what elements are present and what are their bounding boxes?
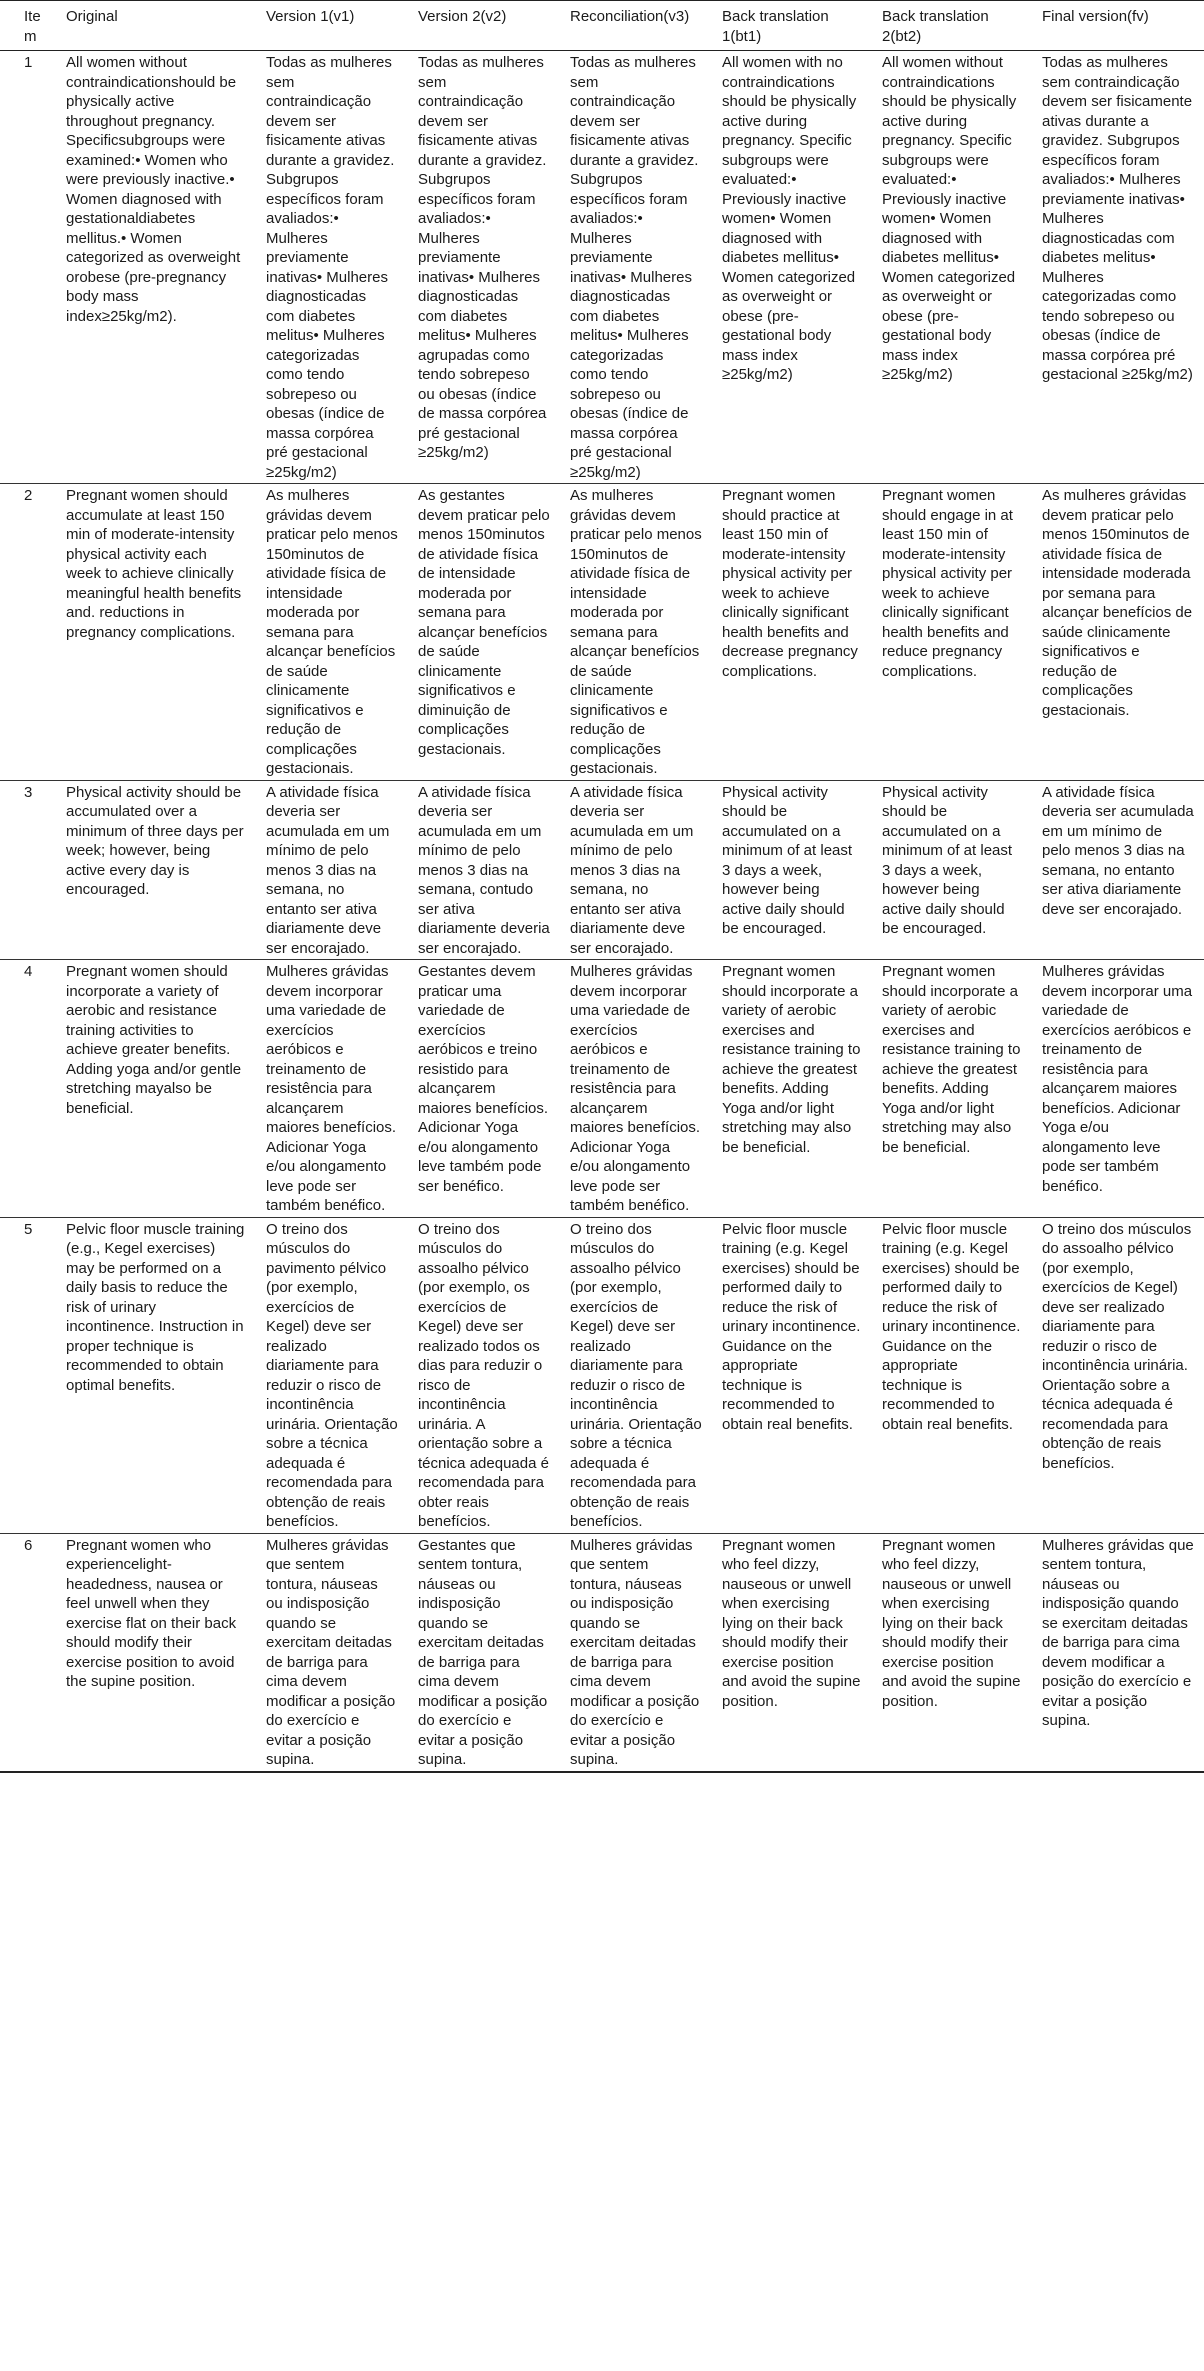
header-item: Item — [0, 1, 56, 51]
cell-version-1: Mulheres grávidas devem incorporar uma variedade de exercícios aeróbicos e treinamento de resistência para alcançarem maiores benefícios. Adicionar Yoga e/ou alongamento leve pode ser também benéfico. — [266, 963, 397, 1214]
header-row — [0, 1, 1204, 51]
cell-original: Physical activity should be accumulated over a minimum of three days per week; however, being active every day is encouraged. — [66, 783, 244, 898]
table-row — [0, 484, 1204, 781]
cell-reconciliation: A atividade física deveria ser acumulada em um mínimo de pelo menos 3 dias na semana, no entanto ser ativa diariamente deve ser encorajado. — [570, 783, 694, 957]
cell-back-translation-2: Pregnant women should incorporate a variety of aerobic exercises and resistance training to achieve the greatest benefits. Adding Yoga and/or light stretching may also be beneficial. — [882, 963, 1021, 1156]
cell-final-version: Todas as mulheres sem contraindicação devem ser fisicamente ativas durante a gravidez. Subgrupos específicos foram avaliados:• Mulheres previamente inativas• Mulheres diagnosticadas com diabetes melitus• Mulheres categorizadas como tendo sobrepeso ou obesas (índice de massa corpórea pré gestacional ≥25kg/m2) — [1042, 54, 1193, 383]
cell-original: Pregnant women should incorporate a variety of aerobic and resistance training activities to achieve greater benefits. Adding yoga and/or gentle stretching mayalso be beneficial. — [66, 963, 242, 1117]
cell-version-1: Mulheres grávidas que sentem tontura, náuseas ou indisposição quando se exercitam deitadas de barriga para cima devem modificar a posição do exercício e evitar a posição supina. — [266, 1536, 396, 1768]
cell-version-1: A atividade física deveria ser acumulada em um mínimo de pelo menos 3 dias na semana, no entanto ser ativa diariamente deve ser encorajado. — [266, 783, 390, 957]
header-final-version: Final version(fv) — [1032, 1, 1204, 51]
cell-original: All women without contraindicationshould be physically active throughout pregnancy. Specificsubgroups were examined:• Women who were previously inactive.• Women diagnosed with gestationaldiabetes mellitus.• Women categorized as overweight orobese (pre-pregnancy body mass index≥25kg/m2). — [66, 54, 241, 325]
cell-original: Pregnant women should accumulate at least 150 min of moderate-intensity physical activity each week to achieve clinically meaningful health benefits and. reductions in pregnancy complications. — [66, 487, 242, 641]
header-back-translation-2: Back translation 2(bt2) — [872, 1, 1032, 51]
cell-back-translation-2: All women without contraindications should be physically active during pregnancy. Specific subgroups were evaluated:• Previously inactive women• Women diagnosed with diabetes mellitus• Women categorized as overweight or obese (pre-gestational body mass index ≥25kg/m2) — [882, 54, 1017, 383]
table-row — [0, 780, 1204, 960]
cell-reconciliation: Mulheres grávidas devem incorporar uma variedade de exercícios aeróbicos e treinamento de resistência para alcançarem maiores benefícios. Adicionar Yoga e/ou alongamento leve pode ser também benéfico. — [570, 963, 701, 1214]
cell-item: 6 — [24, 1536, 33, 1554]
cell-reconciliation: As mulheres grávidas devem praticar pelo menos 150minutos de atividade física de intensidade moderada por semana para alcançar benefícios de saúde clinicamente significativos e redução de complicações gestacionais. — [570, 487, 702, 777]
cell-item: 5 — [24, 1220, 33, 1238]
cell-back-translation-1: Physical activity should be accumulated on a minimum of at least 3 days a week, however being active daily should be encouraged. — [722, 783, 853, 937]
cell-final-version: Mulheres grávidas que sentem tontura, náuseas ou indisposição quando se exercitam deitadas de barriga para cima devem modificar a posição do exercício e evitar a posição supina. — [1042, 1536, 1194, 1729]
cell-final-version: Mulheres grávidas devem incorporar uma variedade de exercícios aeróbicos e treinamento de resistência para alcançarem maiores benefícios. Adicionar Yoga e/ou alongamento leve pode ser também benéfico. — [1042, 963, 1193, 1195]
cell-back-translation-2: Pelvic floor muscle training (e.g. Kegel exercises) should be performed daily to reduce the risk of urinary incontinence. Guidance on the appropriate technique is recommended to obtain real benefits. — [882, 1220, 1021, 1433]
cell-version-1: Todas as mulheres sem contraindicação devem ser fisicamente ativas durante a gravidez. Subgrupos específicos foram avaliados:• Mulheres previamente inativas• Mulheres diagnosticadas com diabetes melitus• Mulheres categorizadas como tendo sobrepeso ou obesas (índice de massa corpórea pré gestacional ≥25kg/m2) — [266, 54, 395, 481]
cell-back-translation-1: Pregnant women should incorporate a variety of aerobic exercises and resistance training to achieve the greatest benefits. Adding Yoga and/or light stretching may also be beneficial. — [722, 963, 861, 1156]
cell-version-2: Todas as mulheres sem contraindicação devem ser fisicamente ativas durante a gravidez. Subgrupos específicos foram avaliados:• Mulheres previamente inativas• Mulheres diagnosticadas com diabetes melitus• Mulheres agrupadas como tendo sobrepeso ou obesas (índice de massa corpórea pré gestacional ≥25kg/m2) — [418, 54, 547, 461]
cell-version-2: As gestantes devem praticar pelo menos 150minutos de atividade física de intensidade moderada por semana para alcançar benefícios de saúde clinicamente significativos e diminuição de complicações gestacionais. — [418, 487, 550, 758]
cell-item: 1 — [24, 54, 33, 71]
cell-final-version: O treino dos músculos do assoalho pélvico (por exemplo, exercícios de Kegel) deve ser realizado diariamente para reduzir o risco de incontinência urinária. Orientação sobre a técnica adequada é recomendada para obtenção de reais benefícios. — [1042, 1220, 1192, 1472]
cell-final-version: As mulheres grávidas devem praticar pelo menos 150minutos de atividade física de intensidade moderada por semana para alcançar benefícios de saúde clinicamente significativos e redução de complicações gestacionais. — [1042, 487, 1193, 719]
header-version-2: Version 2(v2) — [408, 1, 560, 51]
header-original: Original — [56, 1, 256, 51]
table-row — [0, 1533, 1204, 1772]
table-row — [0, 51, 1204, 484]
cell-back-translation-1: Pelvic floor muscle training (e.g. Kegel exercises) should be performed daily to reduce the risk of urinary incontinence. Guidance on the appropriate technique is recommended to obtain real benefits. — [722, 1220, 861, 1433]
cell-item: 4 — [24, 963, 33, 980]
cell-back-translation-2: Physical activity should be accumulated on a minimum of at least 3 days a week, however being active daily should be encouraged. — [882, 783, 1013, 937]
cell-version-2: Gestantes que sentem tontura, náuseas ou indisposição quando se exercitam deitadas de barriga para cima devem modificar a posição do exercício e evitar a posição supina. — [418, 1536, 548, 1768]
cell-reconciliation: Mulheres grávidas que sentem tontura, náuseas ou indisposição quando se exercitam deitadas de barriga para cima devem modificar a posição do exercício e evitar a posição supina. — [570, 1536, 700, 1768]
cell-version-2: Gestantes devem praticar uma variedade de exercícios aeróbicos e treino resistido para alcançarem maiores benefícios. Adicionar Yoga e/ou alongamento leve também pode ser benéfico. — [418, 963, 549, 1195]
cell-original: Pelvic floor muscle training (e.g., Kegel exercises) may be performed on a daily basis to reduce the risk of urinary incontinence. Instruction in proper technique is recommended to obtain optimal benefits. — [66, 1220, 245, 1394]
cell-version-2: A atividade física deveria ser acumulada em um mínimo de pelo menos 3 dias na semana, contudo ser ativa diariamente deveria ser encorajado. — [418, 783, 550, 957]
cell-back-translation-2: Pregnant women should engage in at least 150 min of moderate-intensity physical activity per week to achieve clinically significant health benefits and reduce pregnancy complications. — [882, 487, 1013, 680]
cell-reconciliation: Todas as mulheres sem contraindicação devem ser fisicamente ativas durante a gravidez. Subgrupos específicos foram avaliados:• Mulheres previamente inativas• Mulheres diagnosticadas com diabetes melitus• Mulheres categorizadas como tendo sobrepeso ou obesas (índice de massa corpórea pré gestacional ≥25kg/m2) — [570, 54, 699, 481]
cell-reconciliation: O treino dos músculos do assoalho pélvico (por exemplo, exercícios de Kegel) deve ser realizado diariamente para reduzir o risco de incontinência urinária. Orientação sobre a técnica adequada é recomendada para obtenção de reais benefícios. — [570, 1220, 702, 1530]
table-row — [0, 960, 1204, 1218]
table-row — [0, 1217, 1204, 1533]
cell-back-translation-1: All women with no contraindications should be physically active during pregnancy. Specific subgroups were evaluated:• Previously inactive women• Women diagnosed with diabetes mellitus• Women categorized as overweight or obese (pre-gestational body mass index ≥25kg/m2) — [722, 54, 857, 383]
cell-original: Pregnant women who experiencelight-headedness, nausea or feel unwell when they exercise flat on their back should modify their exercise position to avoid the supine position. — [66, 1536, 237, 1690]
header-reconciliation: Reconciliation(v3) — [560, 1, 712, 51]
cell-back-translation-2: Pregnant women who feel dizzy, nauseous or unwell when exercising lying on their back should modify their exercise position and avoid the supine position. — [882, 1536, 1021, 1710]
cell-final-version: A atividade física deveria ser acumulada em um mínimo de pelo menos 3 dias na semana, no entanto ser ativa diariamente deve ser encorajado. — [1042, 783, 1194, 918]
header-back-translation-1: Back translation 1(bt1) — [712, 1, 872, 51]
header-version-1: Version 1(v1) — [256, 1, 408, 51]
cell-item: 2 — [24, 487, 33, 504]
cell-back-translation-1: Pregnant women who feel dizzy, nauseous or unwell when exercising lying on their back should modify their exercise position and avoid the supine position. — [722, 1536, 861, 1710]
table-body — [0, 51, 1204, 1772]
cell-item: 3 — [24, 783, 33, 801]
cell-version-2: O treino dos músculos do assoalho pélvico (por exemplo, os exercícios de Kegel) deve ser realizado todos os dias para reduzir o risco de incontinência urinária. A orientação sobre a técnica adequada é recomendada para obter reais benefícios. — [418, 1220, 549, 1530]
cell-version-1: As mulheres grávidas devem praticar pelo menos 150minutos de atividade física de intensidade moderada por semana para alcançar benefícios de saúde clinicamente significativos e redução de complicações gestacionais. — [266, 487, 398, 777]
cell-version-1: O treino dos músculos do pavimento pélvico (por exemplo, exercícios de Kegel) deve ser realizado diariamente para reduzir o risco de incontinência urinária. Orientação sobre a técnica adequada é recomendada para obtenção de reais benefícios. — [266, 1220, 398, 1530]
cell-back-translation-1: Pregnant women should practice at least 150 min of moderate-intensity physical activity per week to achieve clinically significant health benefits and decrease pregnancy complications. — [722, 487, 858, 680]
